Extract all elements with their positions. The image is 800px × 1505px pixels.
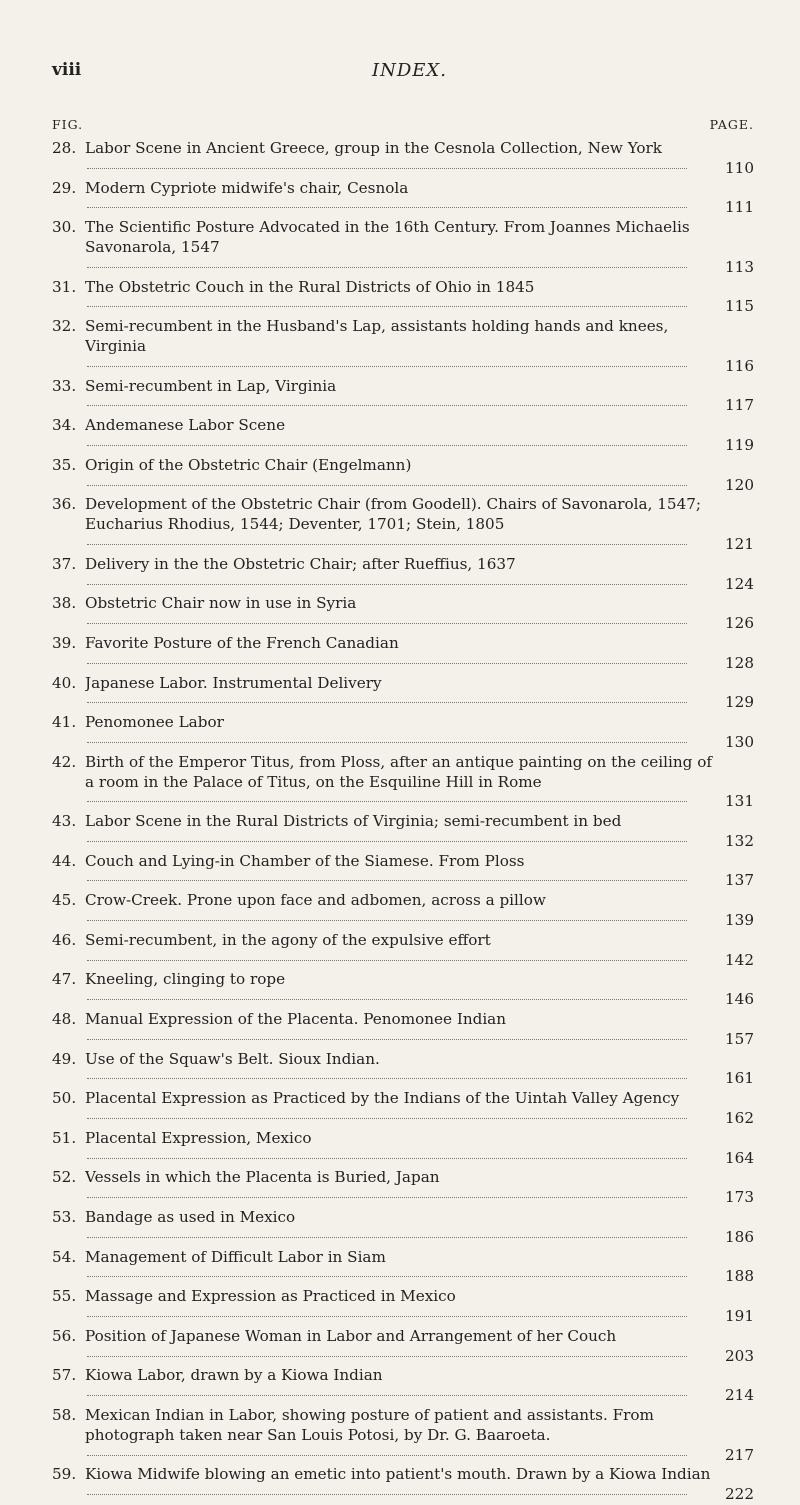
figure-caption: Andemanese Labor Scene <box>85 416 286 435</box>
list-item <box>52 278 754 318</box>
page-number: viii <box>52 60 82 80</box>
page-reference: 129 <box>721 693 754 713</box>
leader-dots <box>87 623 687 624</box>
entry-line <box>85 495 714 554</box>
figure-caption: Massage and Expression as Practiced in Mexico <box>85 1287 456 1306</box>
figure-caption: Bandage as used in Mexico <box>85 1208 296 1227</box>
list-item <box>52 139 754 179</box>
leader-dots <box>87 168 687 169</box>
list-item <box>52 1465 754 1505</box>
figure-number: 29. <box>52 178 77 197</box>
figure-caption: Birth of the Emperor Titus, from Ploss, after an antique painting on the ceiling of a room in the Palace of Titus, on the Esquiline Hill in Rome <box>85 752 712 791</box>
entry-line <box>85 1050 714 1090</box>
figure-caption: Favorite Posture of the French Canadian <box>85 633 399 652</box>
leader-dots <box>87 1316 687 1317</box>
entry-line <box>85 139 714 179</box>
leader-dots <box>87 841 687 842</box>
page-reference: 161 <box>721 1069 754 1089</box>
leader-dots <box>87 584 687 585</box>
figure-caption: Delivery in the the Obstetric Chair; after Rueffius, 1637 <box>85 554 516 573</box>
leader-dots <box>87 485 687 486</box>
list-item <box>52 1129 754 1169</box>
figure-caption: Development of the Obstetric Chair (from Goodell). Chairs of Savonarola, 1547; Eucharius Rhodius, 1544; Deventer, 1701; Stein, 1805 <box>85 495 702 534</box>
page-reference: 130 <box>721 733 754 753</box>
figure-number: 50. <box>52 1089 77 1108</box>
figure-caption: Labor Scene in Ancient Greece, group in the Cesnola Collection, New York <box>85 139 663 157</box>
entry-line <box>85 1168 714 1208</box>
list-item <box>52 1366 754 1406</box>
page-reference: 217 <box>721 1446 754 1466</box>
list-item <box>52 456 754 496</box>
page-reference: 142 <box>721 951 754 971</box>
figure-number: 42. <box>52 752 77 771</box>
entry-line <box>85 1465 714 1505</box>
figure-number: 51. <box>52 1128 77 1147</box>
page-reference: 173 <box>721 1188 754 1208</box>
page-reference: 137 <box>721 871 754 891</box>
figure-number: 41. <box>52 713 77 732</box>
figure-number: 44. <box>52 851 77 870</box>
figure-number: 52. <box>52 1168 77 1187</box>
page-reference: 117 <box>721 396 754 416</box>
entry-line <box>85 674 714 714</box>
figure-caption: Crow-Creek. Prone upon face and adbomen, across a pillow <box>85 891 546 910</box>
list-item <box>52 377 754 417</box>
figure-number: 48. <box>52 1010 77 1029</box>
page-reference: 146 <box>721 990 754 1010</box>
figure-caption: Vessels in which the Placenta is Buried, Japan <box>85 1168 440 1187</box>
page-reference: 203 <box>721 1347 754 1367</box>
leader-dots <box>87 1276 687 1277</box>
page-reference: 191 <box>721 1307 754 1327</box>
entry-line <box>85 1406 714 1465</box>
leader-dots <box>87 1078 687 1079</box>
list-item <box>52 812 754 852</box>
page-reference: 124 <box>721 575 754 595</box>
page-reference: 186 <box>721 1228 754 1248</box>
list-item <box>52 674 754 714</box>
list-item <box>52 1208 754 1248</box>
entry-line <box>85 1089 714 1129</box>
figure-caption: Kiowa Midwife blowing an emetic into patient's mouth. Drawn by a Kiowa Indian <box>85 1465 711 1484</box>
list-item <box>52 753 754 812</box>
leader-dots <box>87 445 687 446</box>
leader-dots <box>87 405 687 406</box>
page-reference: 110 <box>721 159 754 179</box>
figure-caption: Penomonee Labor <box>85 713 224 732</box>
figure-number: 46. <box>52 930 77 949</box>
figure-caption: Semi-recumbent in Lap, Virginia <box>85 376 337 395</box>
figure-caption: Placental Expression as Practiced by the Indians of the Uintah Valley Agency <box>85 1089 680 1108</box>
figure-number: 40. <box>52 673 77 692</box>
list-item <box>52 555 754 595</box>
running-head <box>52 60 752 84</box>
list-item <box>52 852 754 892</box>
figure-number: 34. <box>52 416 77 435</box>
leader-dots <box>87 663 687 664</box>
leader-dots <box>87 267 687 268</box>
list-item <box>52 1168 754 1208</box>
figure-number: 39. <box>52 633 77 652</box>
entry-line <box>85 317 714 376</box>
figure-number: 31. <box>52 277 77 296</box>
leader-dots <box>87 207 687 208</box>
list-item <box>52 713 754 753</box>
page-reference: 121 <box>721 535 754 555</box>
page-reference: 164 <box>721 1149 754 1169</box>
figure-number: 55. <box>52 1287 77 1306</box>
entry-line <box>85 278 714 318</box>
page-reference: 162 <box>721 1109 754 1129</box>
figure-caption: Couch and Lying-in Chamber of the Siamese. From Ploss <box>85 851 525 870</box>
figure-number: 57. <box>52 1366 77 1385</box>
figure-caption: Use of the Squaw's Belt. Sioux Indian. <box>85 1049 380 1068</box>
leader-dots <box>87 1118 687 1119</box>
entry-line <box>85 1208 714 1248</box>
list-item <box>52 1089 754 1129</box>
entry-line <box>85 1010 714 1050</box>
leader-dots <box>87 1455 687 1456</box>
entry-line <box>85 931 714 971</box>
list-item <box>52 891 754 931</box>
page-reference: 157 <box>721 1030 754 1050</box>
leader-dots <box>87 702 687 703</box>
entry-line <box>85 1248 714 1288</box>
leader-dots <box>87 1237 687 1238</box>
list-item <box>52 179 754 219</box>
figure-number: 54. <box>52 1247 77 1266</box>
figure-number: 43. <box>52 812 77 831</box>
entry-line <box>85 179 714 219</box>
list-item <box>52 218 754 277</box>
entry-line <box>85 713 714 753</box>
figure-number: 37. <box>52 554 77 573</box>
list-item <box>52 1287 754 1327</box>
entry-line <box>85 555 714 595</box>
entry-line <box>85 1129 714 1169</box>
list-item <box>52 1327 754 1367</box>
leader-dots <box>87 1395 687 1396</box>
page-reference: 188 <box>721 1267 754 1287</box>
page-reference: 132 <box>721 832 754 852</box>
figure-caption: Placental Expression, Mexico <box>85 1128 312 1147</box>
figure-number: 38. <box>52 594 77 613</box>
page-reference: 111 <box>721 198 754 218</box>
figure-caption: The Scientific Posture Advocated in the 16th Century. From Joannes Michaelis Savonarola, 1547 <box>85 218 690 256</box>
figure-caption: Position of Japanese Woman in Labor and Arrangement of her Couch <box>85 1326 617 1345</box>
figure-caption: Semi-recumbent in the Husband's Lap, assistants holding hands and knees, Virginia <box>85 317 669 355</box>
page-column-header: PAGE. <box>709 117 754 132</box>
figure-number: 28. <box>52 139 77 157</box>
page-reference: 214 <box>721 1386 754 1406</box>
figure-number: 56. <box>52 1326 77 1345</box>
index-list <box>52 139 754 1505</box>
leader-dots <box>87 1158 687 1159</box>
list-item <box>52 634 754 674</box>
page-reference: 119 <box>721 436 754 456</box>
leader-dots <box>87 1197 687 1198</box>
leader-dots <box>87 960 687 961</box>
figure-number: 30. <box>52 218 77 237</box>
leader-dots <box>87 544 687 545</box>
entry-line <box>85 634 714 674</box>
list-item <box>52 1406 754 1465</box>
leader-dots <box>87 801 687 802</box>
leader-dots <box>87 920 687 921</box>
figure-number: 59. <box>52 1465 77 1484</box>
figure-caption: Japanese Labor. Instrumental Delivery <box>85 673 382 692</box>
page-title: INDEX. <box>372 60 447 81</box>
figure-number: 49. <box>52 1049 77 1068</box>
figure-caption: Modern Cypriote midwife's chair, Cesnola <box>85 178 409 197</box>
figure-caption: Semi-recumbent, in the agony of the expulsive effort <box>85 930 491 949</box>
figure-number: 58. <box>52 1406 77 1424</box>
figure-number: 33. <box>52 376 77 395</box>
entry-line <box>85 1327 714 1367</box>
leader-dots <box>87 366 687 367</box>
leader-dots <box>87 742 687 743</box>
leader-dots <box>87 880 687 881</box>
list-item <box>52 1248 754 1288</box>
figure-caption: Kiowa Labor, drawn by a Kiowa Indian <box>85 1366 383 1385</box>
page-reference: 222 <box>721 1485 754 1505</box>
figure-number: 32. <box>52 317 77 336</box>
entry-line <box>85 891 714 931</box>
leader-dots <box>87 1039 687 1040</box>
figure-number: 47. <box>52 970 77 989</box>
fig-column-header: FIG. <box>52 117 84 132</box>
leader-dots <box>87 999 687 1000</box>
figure-caption: Obstetric Chair now in use in Syria <box>85 594 357 613</box>
figure-number: 45. <box>52 891 77 910</box>
column-headers <box>52 117 754 135</box>
list-item <box>52 931 754 971</box>
entry-line <box>85 852 714 892</box>
list-item <box>52 970 754 1010</box>
page-reference: 113 <box>721 258 754 278</box>
figure-caption: Management of Difficult Labor in Siam <box>85 1247 386 1266</box>
page-reference: 116 <box>721 357 754 377</box>
list-item <box>52 1050 754 1090</box>
leader-dots <box>87 1494 687 1495</box>
list-item <box>52 416 754 456</box>
entry-line <box>85 812 714 852</box>
figure-number: 36. <box>52 495 77 514</box>
leader-dots <box>87 1356 687 1357</box>
entry-line <box>85 1287 714 1327</box>
figure-caption: Manual Expression of the Placenta. Penomonee Indian <box>85 1010 507 1029</box>
page-reference: 120 <box>721 476 754 496</box>
figure-number: 35. <box>52 455 77 474</box>
figure-caption: Mexican Indian in Labor, showing posture of patient and assistants. From photograph taken near San Louis Potosi, by Dr. G. Baaroeta. <box>85 1406 654 1444</box>
leader-dots <box>87 306 687 307</box>
page-reference: 115 <box>721 297 754 317</box>
entry-line <box>85 416 714 456</box>
page-reference: 126 <box>721 614 754 634</box>
figure-number: 53. <box>52 1208 77 1227</box>
page-reference: 139 <box>721 911 754 931</box>
entry-line <box>85 970 714 1010</box>
entry-line <box>85 753 714 812</box>
figure-caption: Kneeling, clinging to rope <box>85 970 286 989</box>
figure-caption: Origin of the Obstetric Chair (Engelmann) <box>85 455 412 474</box>
list-item <box>52 495 754 554</box>
list-item <box>52 317 754 376</box>
entry-line <box>85 1366 714 1406</box>
entry-line <box>85 594 714 634</box>
entry-line <box>85 377 714 417</box>
figure-caption: The Obstetric Couch in the Rural Districts of Ohio in 1845 <box>85 277 535 296</box>
list-item <box>52 1010 754 1050</box>
entry-line <box>85 456 714 496</box>
page-reference: 131 <box>721 792 754 812</box>
list-item <box>52 594 754 634</box>
figure-caption: Labor Scene in the Rural Districts of Virginia; semi-recumbent in bed <box>85 812 622 831</box>
page-reference: 128 <box>721 654 754 674</box>
entry-line <box>85 218 714 277</box>
